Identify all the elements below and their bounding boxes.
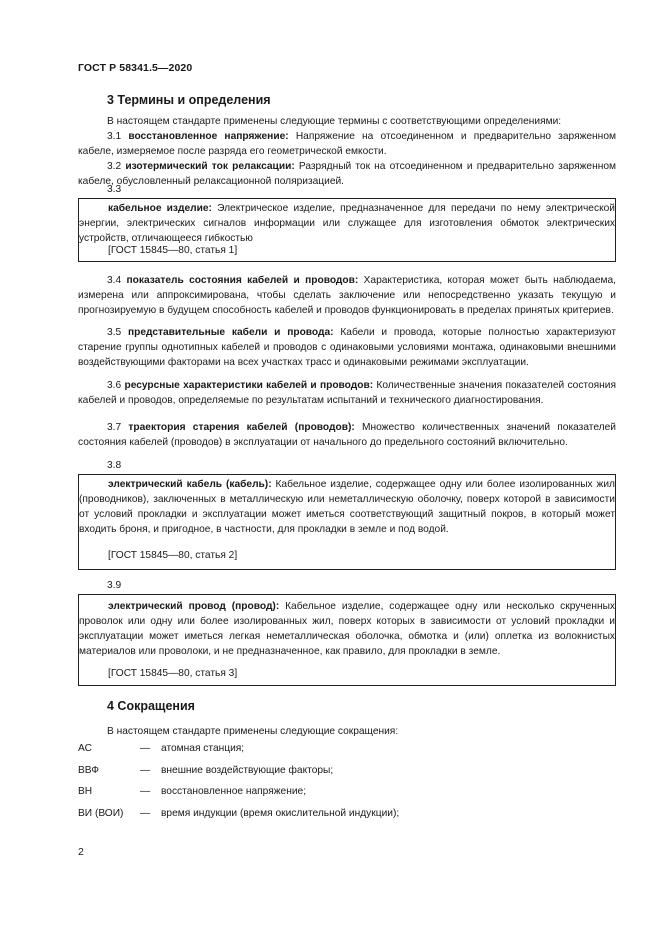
section-3-intro [78, 114, 616, 129]
term-definition: Напряжение на отсоединенном и предварительно заряженном кабеле, измеряемое после разряда его геометрической емкости. [78, 131, 616, 157]
section-3-title: 3 Термины и определения [107, 93, 271, 107]
intro-text: В настоящем стандарте применены следующие термины с соответствующими определениями: [107, 116, 562, 127]
term-3-7 [78, 420, 616, 450]
term-number: 3.6 [107, 380, 122, 391]
term-3-6 [78, 378, 616, 408]
abbreviation-description: внешние воздействующие факторы; [161, 765, 334, 776]
abbreviation: ВИ (ВОИ) [78, 808, 124, 819]
term-name: представительные кабели и провода: [127, 327, 334, 338]
document-header: ГОСТ Р 58341.5—2020 [78, 62, 193, 74]
term-number: 3.7 [107, 422, 122, 433]
term-definition: Разрядный ток на отсоединенном и предварительно заряженном кабеле, обусловленный релаксационной поляризацией. [78, 161, 616, 187]
term-definition: Множество количественных значений показателей состояния кабелей (проводов) в эксплуатации от начального до предельного состояний включительно. [78, 422, 616, 448]
term-name: кабельное изделие: [108, 203, 212, 214]
dash: — [140, 808, 151, 819]
term-3-8 [79, 477, 615, 537]
term-definition: Кабельное изделие, содержащее одну или более изолированных жил (проводников), заключенных в металлическую или неметаллическую оболочку, поверх которой в зависимости от условий прокладки и эксплуатации может иметься соответствующий защитный покров, в который может входить броня, и пригодное, в частности, для прокладки в земле и под водой. [79, 479, 615, 535]
term-3-9-source: [ГОСТ 15845—80, статья 3] [108, 668, 238, 679]
term-3-3-number: 3.3 [107, 184, 122, 195]
term-3-3-box [78, 198, 616, 262]
term-3-8-source: [ГОСТ 15845—80, статья 2] [108, 550, 238, 561]
term-3-4 [78, 273, 616, 318]
dash: — [140, 743, 151, 754]
term-definition: Кабельное изделие, содержащее одну или несколько скрученных проволок или одну или более изолированных жил, поверх которых в зависимости от условий прокладки и эксплуатации может иметься легкая неметаллическая оболочка, обмотка и (или) оплетка из волокнистых материалов или проволоки, и не предназначенное, как правило, для прокладки в земле. [79, 601, 616, 657]
dash: — [140, 786, 151, 797]
abbreviation-description: время индукции (время окислительной индукции); [161, 808, 400, 819]
term-name: траектория старения кабелей (проводов): [128, 422, 355, 433]
dash: — [140, 765, 151, 776]
term-3-8-number: 3.8 [107, 460, 122, 471]
term-name: электрический кабель (кабель): [108, 479, 272, 490]
term-3-9-box [78, 594, 616, 686]
term-name: электрический провод (провод): [108, 601, 280, 612]
section-4-intro [78, 724, 616, 739]
term-number: 3.2 [107, 161, 122, 172]
term-definition: Электрическое изделие, предназначенное для передачи по нему электрической энергии, электрических сигналов информации или служащее для изготовления обмоток электрических устройств, отличающееся гибкостью [79, 203, 615, 244]
abbreviation: ВН [78, 786, 93, 797]
abbreviation: АС [78, 743, 92, 754]
term-3-3 [79, 201, 615, 246]
term-3-1 [78, 129, 616, 159]
term-name: восстановленное напряжение: [128, 131, 289, 142]
abbreviation-description: восстановленное напряжение; [161, 786, 307, 797]
intro-text: В настоящем стандарте применены следующие сокращения: [107, 726, 399, 737]
term-3-8-box [78, 474, 616, 570]
term-3-9-number: 3.9 [107, 580, 122, 591]
term-number: 3.4 [107, 275, 122, 286]
term-definition: Характеристика, которая может быть наблюдаема, измерена или аппроксимирована, чтобы сделать заключение или непосредственно указать текущую и прогнозируемую в будущем способность кабелей и проводов функционировать в пределах принятых критериев. [78, 275, 616, 316]
page-number: 2 [78, 846, 84, 858]
term-definition: Количественные значения показателей состояния кабелей и проводов, определяемые по результатам испытаний и технического диагностирования. [78, 380, 616, 406]
term-name: изотермический ток релаксации: [125, 161, 295, 172]
abbreviation-description: атомная станция; [161, 743, 245, 754]
term-3-3-source: [ГОСТ 15845—80, статья 1] [108, 245, 238, 256]
term-3-9 [79, 599, 615, 659]
term-name: ресурсные характеристики кабелей и проводов: [124, 380, 374, 391]
section-4-title: 4 Сокращения [107, 699, 195, 713]
term-3-5 [78, 325, 616, 370]
abbreviation: ВВФ [78, 765, 99, 776]
term-3-2 [78, 159, 616, 189]
term-name: показатель состояния кабелей и проводов: [126, 275, 359, 286]
term-definition: Кабели и провода, которые полностью характеризуют старение группы однотипных кабелей и проводов с одинаковыми условиями монтажа, одинаковыми внешними воздействующими факторами на всех участках трасс и одинаковыми режимами эксплуатации. [78, 327, 616, 368]
term-number: 3.1 [107, 131, 122, 142]
term-number: 3.5 [107, 327, 122, 338]
